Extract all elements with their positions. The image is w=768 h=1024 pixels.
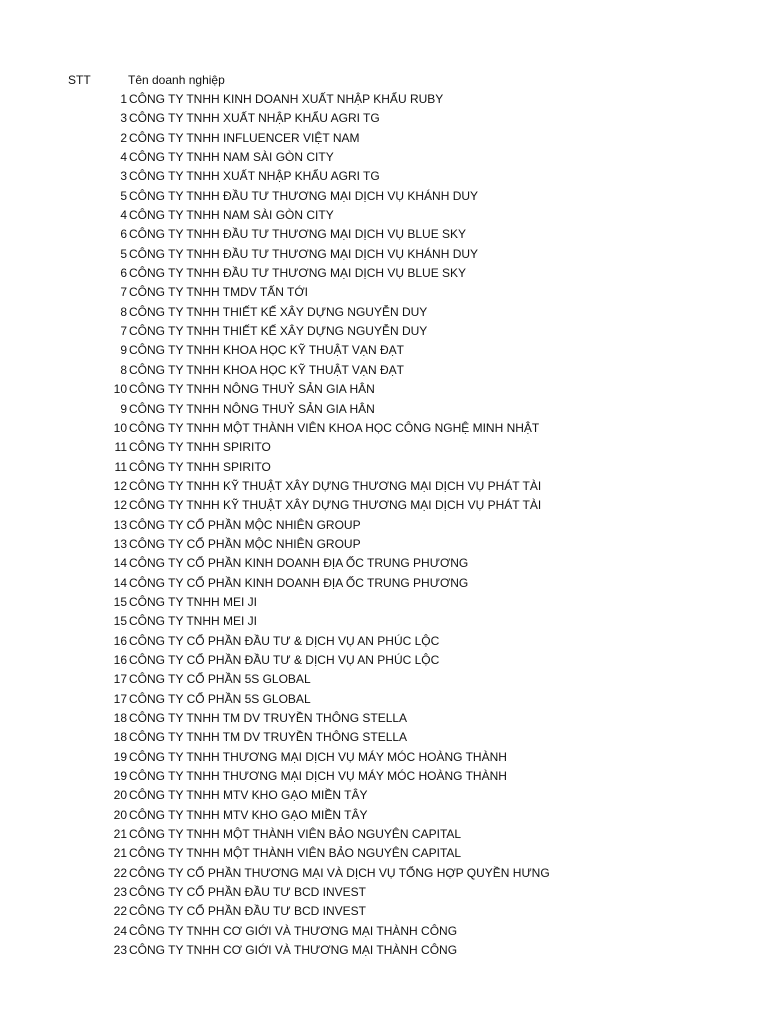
company-name: CÔNG TY TNHH TM DV TRUYỀN THÔNG STELLA [129,730,408,745]
company-list [0,90,768,960]
table-row [0,690,768,709]
table-row [0,458,768,477]
company-name: CÔNG TY CỔ PHẦN MỘC NHIÊN GROUP [129,517,361,532]
table-row [0,148,768,167]
company-name: CÔNG TY TNHH ĐẦU TƯ THƯƠNG MẠI DỊCH VỤ BLUE SKY [129,227,467,242]
company-name: CÔNG TY CỔ PHẦN THƯƠNG MẠI VÀ DỊCH VỤ TỔNG HỢP QUYỀN HƯNG [129,865,550,880]
row-number: 11 [114,459,127,474]
table-row [0,922,768,941]
row-number: 17 [113,691,127,706]
row-number: 8 [120,362,127,377]
row-number: 4 [120,208,127,223]
table-row [0,245,768,264]
row-number: 12 [113,498,127,513]
company-name: CÔNG TY TNHH KHOA HỌC KỸ THUẬT VẠN ĐẠT [129,362,404,377]
table-row [0,554,768,573]
company-name: CÔNG TY TNHH CƠ GIỚI VÀ THƯƠNG MẠI THÀNH CÔNG [129,943,458,958]
company-name: CÔNG TY TNHH SPIRITO [129,440,271,455]
company-name: CÔNG TY TNHH NÔNG THUỶ SẢN GIA HÂN [129,401,375,416]
row-number: 21 [113,827,127,842]
row-number: 11 [114,440,127,455]
table-row [0,574,768,593]
row-number: 17 [113,672,127,687]
table-row [0,941,768,960]
row-number: 10 [113,382,127,397]
company-name: CÔNG TY TNHH NAM SÀI GÒN CITY [129,208,334,223]
table-row [0,341,768,360]
company-name: CÔNG TY CỔ PHẦN 5S GLOBAL [129,691,311,706]
company-name: CÔNG TY TNHH ĐẦU TƯ THƯƠNG MẠI DỊCH VỤ KHÁNH DUY [129,246,479,261]
row-number: 6 [120,266,127,281]
table-row [0,419,768,438]
row-number: 18 [113,711,127,725]
table-row [0,283,768,302]
row-number: 15 [113,594,127,609]
company-name: CÔNG TY TNHH NÔNG THUỶ SẢN GIA HÂN [129,382,375,397]
row-number: 5 [120,246,127,261]
row-number: 9 [120,343,127,358]
row-number: 16 [113,633,127,648]
row-number: 20 [113,807,127,822]
row-number: 3 [120,169,127,184]
row-number: 10 [113,420,127,435]
table-row [0,535,768,554]
company-name: CÔNG TY TNHH SPIRITO [129,459,271,474]
table-row [0,670,768,689]
table-row [0,109,768,128]
company-name: CÔNG TY CỔ PHẦN 5S GLOBAL [129,672,311,687]
table-row [0,400,768,419]
table-row [0,225,768,244]
company-name: CÔNG TY CỔ PHẦN ĐẦU TƯ BCD INVEST [129,885,366,900]
row-number: 22 [113,904,127,919]
table-row [0,651,768,670]
company-name: CÔNG TY TNHH TMDV TẤN TỚI [129,285,308,300]
company-name: CÔNG TY TNHH THIẾT KẾ XÂY DỰNG NGUYỄN DUY [129,304,428,319]
table-row [0,864,768,883]
table-row [0,612,768,631]
company-name: CÔNG TY CỔ PHẦN KINH DOANH ĐỊA ỐC TRUNG PHƯƠNG [129,556,469,571]
row-number: 18 [113,730,127,745]
row-number: 22 [113,865,127,880]
row-number: 13 [113,517,127,532]
row-number: 19 [113,749,127,764]
table-row [0,361,768,380]
company-name: CÔNG TY TNHH ĐẦU TƯ THƯƠNG MẠI DỊCH VỤ KHÁNH DUY [129,188,479,203]
company-name: CÔNG TY TNHH MEI JI [129,594,258,609]
table-row [0,206,768,225]
row-number: 5 [120,188,127,203]
company-name: CÔNG TY TNHH KỸ THUẬT XÂY DỰNG THƯƠNG MẠI DỊCH VỤ PHÁT TÀI [129,478,542,493]
table-row [0,728,768,747]
table-row [0,767,768,786]
company-name: CÔNG TY TNHH ĐẦU TƯ THƯƠNG MẠI DỊCH VỤ BLUE SKY [129,266,467,281]
row-number: 14 [113,556,127,571]
company-name: CÔNG TY TNHH KỸ THUẬT XÂY DỰNG THƯƠNG MẠI DỊCH VỤ PHÁT TÀI [129,498,542,513]
row-number: 19 [113,769,127,784]
table-row [0,844,768,863]
table-row [0,883,768,902]
table-row [0,129,768,148]
table-row [0,303,768,322]
row-number: 4 [120,150,127,165]
company-name: CÔNG TY TNHH THƯƠNG MẠI DỊCH VỤ MÁY MÓC HOÀNG THÀNH [129,749,507,764]
row-number: 9 [120,401,127,416]
table-row [0,825,768,844]
table-row [0,187,768,206]
company-name: CÔNG TY CỔ PHẦN ĐẦU TƯ & DỊCH VỤ AN PHÚC LỘC [129,633,440,648]
row-number: 2 [120,130,127,145]
table-row [0,709,768,728]
table-row [0,167,768,186]
company-name: CÔNG TY TNHH INFLUENCER VIỆT NAM [129,130,360,145]
table-row [0,90,768,109]
company-name: CÔNG TY CỔ PHẦN MỘC NHIÊN GROUP [129,536,361,551]
table-row [0,322,768,341]
row-number: 1 [120,92,127,106]
column-header-stt: STT [68,73,91,87]
row-number: 24 [113,923,127,938]
table-row [0,496,768,515]
company-name: CÔNG TY CỔ PHẦN KINH DOANH ĐỊA ỐC TRUNG PHƯƠNG [129,575,469,590]
row-number: 20 [113,788,127,803]
row-number: 23 [113,943,127,958]
row-number: 8 [120,304,127,319]
table-row [0,438,768,457]
table-row [0,806,768,825]
company-name: CÔNG TY TNHH THIẾT KẾ XÂY DỰNG NGUYỄN DUY [129,324,428,339]
table-row [0,902,768,921]
row-number: 3 [120,111,127,126]
row-number: 7 [120,324,127,339]
row-number: 16 [113,652,127,667]
company-name: CÔNG TY TNHH MEI JI [129,614,258,629]
row-number: 23 [113,885,127,900]
row-number: 15 [113,614,127,629]
company-name: CÔNG TY TNHH TM DV TRUYỀN THÔNG STELLA [129,711,408,725]
company-name: CÔNG TY CỔ PHẦN ĐẦU TƯ & DỊCH VỤ AN PHÚC LỘC [129,652,440,667]
row-number: 7 [120,285,127,300]
row-number: 12 [113,478,127,493]
company-name: CÔNG TY TNHH MTV KHO GẠO MIỀN TÂY [129,807,368,822]
company-name: CÔNG TY TNHH KINH DOANH XUẤT NHẬP KHẨU RUBY [129,92,444,106]
table-header [0,71,768,90]
company-name: CÔNG TY TNHH KHOA HỌC KỸ THUẬT VẠN ĐẠT [129,343,404,358]
company-name: CÔNG TY TNHH THƯƠNG MẠI DỊCH VỤ MÁY MÓC HOÀNG THÀNH [129,769,507,784]
row-number: 14 [113,575,127,590]
table-row [0,748,768,767]
row-number: 6 [120,227,127,242]
company-name: CÔNG TY TNHH CƠ GIỚI VÀ THƯƠNG MẠI THÀNH CÔNG [129,923,458,938]
company-name: CÔNG TY TNHH NAM SÀI GÒN CITY [129,150,334,165]
company-name: CÔNG TY TNHH XUẤT NHẬP KHẨU AGRI TG [129,111,380,126]
table-row [0,380,768,399]
table-row [0,516,768,535]
company-name: CÔNG TY TNHH MỘT THÀNH VIÊN BẢO NGUYÊN CAPITAL [129,827,462,842]
company-name: CÔNG TY CỔ PHẦN ĐẦU TƯ BCD INVEST [129,904,366,919]
company-name: CÔNG TY TNHH XUẤT NHẬP KHẨU AGRI TG [129,169,380,184]
row-number: 13 [113,536,127,551]
company-name: CÔNG TY TNHH MỘT THÀNH VIÊN BẢO NGUYÊN CAPITAL [129,846,462,861]
table-row [0,632,768,651]
column-header-company-name: Tên doanh nghiệp [128,73,225,87]
row-number: 21 [113,846,127,861]
table-row [0,264,768,283]
table-row [0,593,768,612]
table-row [0,477,768,496]
company-name: CÔNG TY TNHH MỘT THÀNH VIÊN KHOA HỌC CÔNG NGHỆ MINH NHẬT [129,420,540,435]
table-row [0,786,768,805]
company-name: CÔNG TY TNHH MTV KHO GẠO MIỀN TÂY [129,788,368,803]
